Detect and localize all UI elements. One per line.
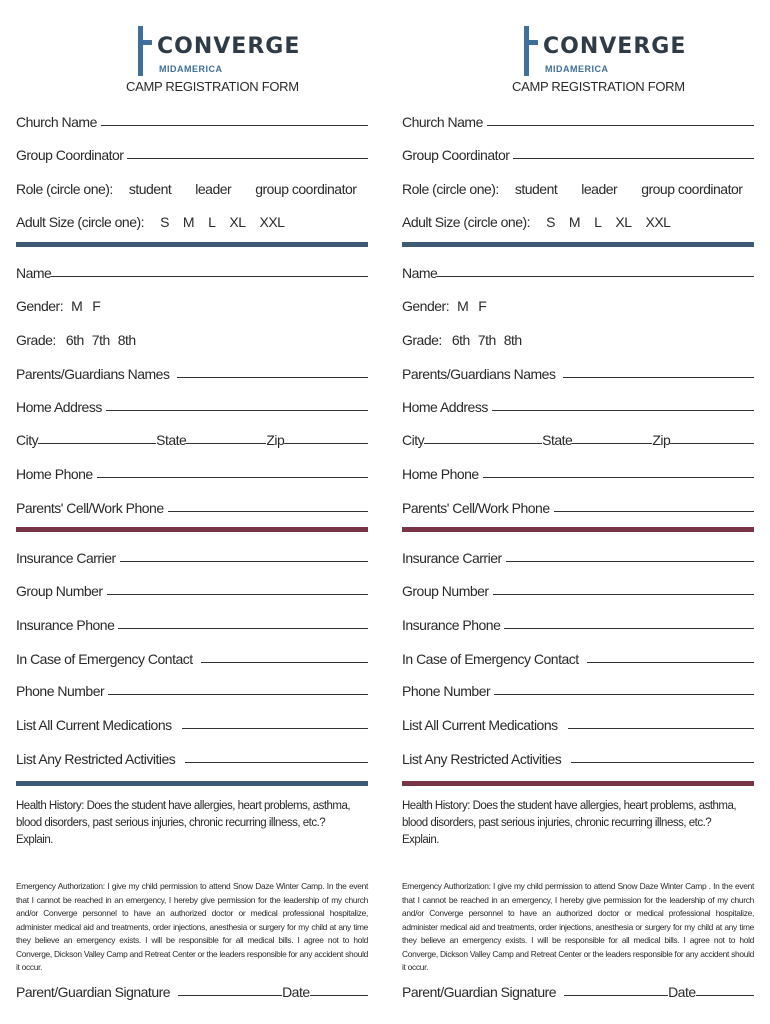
field-label: Home Phone xyxy=(16,466,93,482)
field-label: Church Name xyxy=(16,114,97,130)
field-label: Group Number xyxy=(402,583,489,599)
fill-line[interactable] xyxy=(177,377,368,378)
size-option-s[interactable]: S xyxy=(546,214,555,230)
date-line[interactable] xyxy=(310,995,368,996)
field-label: Group Number xyxy=(16,583,103,599)
medications-field[interactable] xyxy=(402,713,754,733)
home-phone-field[interactable] xyxy=(402,462,754,482)
field-label: Parents' Cell/Work Phone xyxy=(16,500,164,516)
date-label: Date xyxy=(668,984,696,1000)
emergency-contact-field[interactable] xyxy=(402,647,754,667)
date-line[interactable] xyxy=(696,995,754,996)
medications-field[interactable] xyxy=(16,713,368,733)
field-label: Gender: xyxy=(402,298,450,314)
zip-label: Zip xyxy=(652,432,671,448)
size-option-m[interactable]: M xyxy=(568,214,581,230)
fill-line[interactable] xyxy=(201,662,368,663)
field-label: Parents/Guardians Names xyxy=(402,366,556,382)
insurance-phone-field[interactable] xyxy=(402,613,754,633)
field-label: Group Coordinator xyxy=(16,147,124,163)
grade-option-6th[interactable]: 6th xyxy=(451,332,470,348)
home-address-field[interactable] xyxy=(402,395,754,415)
signature-field xyxy=(402,980,754,1000)
field-label: Group Coordinator xyxy=(402,147,510,163)
fill-line[interactable] xyxy=(587,662,754,663)
field-label: In Case of Emergency Contact xyxy=(402,651,579,667)
form-copy-left xyxy=(16,0,368,1024)
parents-names-field[interactable] xyxy=(16,362,368,382)
fill-line[interactable] xyxy=(506,561,754,562)
church-name-field[interactable] xyxy=(16,110,368,130)
field-label: Parents/Guardians Names xyxy=(16,366,170,382)
fill-line[interactable] xyxy=(107,594,368,595)
gender-field xyxy=(16,294,368,314)
field-label: Phone Number xyxy=(402,683,491,699)
section-divider xyxy=(402,242,754,247)
state-line[interactable] xyxy=(572,443,652,444)
zip-label: Zip xyxy=(266,432,285,448)
size-option-xxl[interactable]: XXL xyxy=(645,214,671,230)
fill-line[interactable] xyxy=(185,762,368,763)
role-field xyxy=(16,177,368,197)
fill-line[interactable] xyxy=(492,410,754,411)
city-state-zip-field xyxy=(402,428,754,448)
phone-number-field[interactable] xyxy=(402,679,754,699)
city-line[interactable] xyxy=(38,443,156,444)
emergency-authorization: Emergency Authorization: I give my child permission to attend Snow Daze Winter Camp . In the event that I cannot be reached in an emergency, I hereby give permission for the leadership of my church and/or Converge personnel to have an authorized doctor or medical professional hospitalize, administer medical aid and treatments, order injections, anesthesia or surgery for my child at any time they believe an emergency exists. I will be responsible for all medical bills. I agree not to hold Converge, Dickson Valley Camp and Retreat Center or the leaders responsible for any accident should it occur. xyxy=(402,881,754,972)
state-label: State xyxy=(156,432,187,448)
fill-line[interactable] xyxy=(483,477,754,478)
field-label: Role (circle one): xyxy=(16,181,113,197)
field-label: Adult Size (circle one): xyxy=(402,214,531,230)
brand-name: CONVERGE xyxy=(543,34,687,59)
state-line[interactable] xyxy=(186,443,266,444)
field-label: Adult Size (circle one): xyxy=(16,214,145,230)
grade-option-6th[interactable]: 6th xyxy=(65,332,84,348)
field-label: List All Current Medications xyxy=(402,717,558,733)
field-label: Home Address xyxy=(402,399,488,415)
section-divider xyxy=(402,527,754,532)
field-label: List Any Restricted Activities xyxy=(402,751,562,767)
section-divider xyxy=(16,242,368,247)
insurance-carrier-field[interactable] xyxy=(402,546,754,566)
health-history-question xyxy=(402,798,754,849)
brand-sub: MIDAMERICA xyxy=(545,64,609,74)
gender-field xyxy=(402,294,754,314)
date-label: Date xyxy=(282,984,310,1000)
zip-line[interactable] xyxy=(284,443,368,444)
grade-option-8th[interactable]: 8th xyxy=(503,332,522,348)
size-option-xxl[interactable]: XXL xyxy=(259,214,285,230)
signature-label: Parent/Guardian Signature xyxy=(16,984,171,1000)
state-label: State xyxy=(542,432,573,448)
fill-line[interactable] xyxy=(571,762,754,763)
size-option-s[interactable]: S xyxy=(160,214,169,230)
cross-mark-vertical xyxy=(524,26,529,76)
size-option-m[interactable]: M xyxy=(182,214,195,230)
signature-field xyxy=(16,980,368,1000)
fill-line[interactable] xyxy=(182,728,368,729)
field-label: Home Address xyxy=(16,399,102,415)
fill-line[interactable] xyxy=(513,158,754,159)
group-number-field[interactable] xyxy=(402,579,754,599)
field-label: Name xyxy=(402,265,438,281)
field-label: List Any Restricted Activities xyxy=(16,751,176,767)
home-address-field[interactable] xyxy=(16,395,368,415)
name-field[interactable] xyxy=(402,261,754,281)
field-label: Parents' Cell/Work Phone xyxy=(402,500,550,516)
insurance-phone-field[interactable] xyxy=(16,613,368,633)
size-option-xl[interactable]: XL xyxy=(229,214,246,230)
field-label: Insurance Carrier xyxy=(16,550,116,566)
church-name-field[interactable] xyxy=(402,110,754,130)
fill-line[interactable] xyxy=(563,377,754,378)
size-option-l[interactable]: L xyxy=(208,214,216,230)
insurance-carrier-field[interactable] xyxy=(16,546,368,566)
fill-line[interactable] xyxy=(568,728,754,729)
restricted-activities-field[interactable] xyxy=(402,747,754,767)
size-option-xl[interactable]: XL xyxy=(615,214,632,230)
emergency-authorization: Emergency Authorization: I give my child permission to attend Snow Daze Winter Camp. In the event that I cannot be reached in an emergency, I hereby give permission for the leadership of my church and/or Converge personnel to have an authorized doctor or medical professional hospitalize, administer medical aid and treatments, order injections, anesthesia or surgery for my child at any time they believe an emergency exists. I will be responsible for all medical bills. I agree not to hold Converge, Dickson Valley Camp and Retreat Center or the leaders responsible for any accident should it occur. xyxy=(16,881,368,972)
fill-line[interactable] xyxy=(108,694,368,695)
field-label: Insurance Phone xyxy=(402,617,501,633)
group-coordinator-field[interactable] xyxy=(16,143,368,163)
parents-names-field[interactable] xyxy=(402,362,754,382)
field-label: Insurance Phone xyxy=(16,617,115,633)
role-option-student[interactable]: student xyxy=(128,181,172,197)
fill-line[interactable] xyxy=(168,511,368,512)
field-label: Role (circle one): xyxy=(402,181,499,197)
phone-number-field[interactable] xyxy=(16,679,368,699)
fill-line[interactable] xyxy=(487,125,754,126)
cross-mark-vertical xyxy=(138,26,143,76)
field-label: Insurance Carrier xyxy=(402,550,502,566)
fill-line[interactable] xyxy=(494,694,754,695)
field-label: Name xyxy=(16,265,52,281)
brand-sub: MIDAMERICA xyxy=(159,64,223,74)
adult-size-field xyxy=(402,210,754,230)
city-state-zip-field xyxy=(16,428,368,448)
field-label: Grade: xyxy=(402,332,442,348)
role-option-group-coordinator[interactable]: group coordinator xyxy=(641,181,743,197)
grade-option-7th[interactable]: 7th xyxy=(91,332,110,348)
parents-phone-field[interactable] xyxy=(16,496,368,516)
brand-name: CONVERGE xyxy=(157,34,301,59)
form-copy-right xyxy=(402,0,754,1024)
grade-field xyxy=(16,328,368,348)
emergency-contact-field[interactable] xyxy=(16,647,368,667)
health-history-text: Health History: Does the student have allergies, heart problems, asthma, blood disorders, past serious injuries, chronic recurring illness, etc.? xyxy=(16,800,351,829)
gender-option-f[interactable]: F xyxy=(478,298,487,314)
converge-logo xyxy=(130,26,301,81)
fill-line[interactable] xyxy=(437,276,754,277)
restricted-activities-field[interactable] xyxy=(16,747,368,767)
city-label: City xyxy=(16,432,39,448)
cross-mark-arm xyxy=(524,40,538,45)
grade-field xyxy=(402,328,754,348)
fill-line[interactable] xyxy=(493,594,754,595)
fill-line[interactable] xyxy=(101,125,368,126)
home-phone-field[interactable] xyxy=(16,462,368,482)
fill-line[interactable] xyxy=(504,628,754,629)
role-option-leader[interactable]: leader xyxy=(195,181,232,197)
name-field[interactable] xyxy=(16,261,368,281)
explain-label: Explain. xyxy=(16,834,53,846)
role-field xyxy=(402,177,754,197)
fill-line[interactable] xyxy=(127,158,368,159)
signature-line[interactable] xyxy=(178,995,282,996)
field-label: In Case of Emergency Contact xyxy=(16,651,193,667)
group-number-field[interactable] xyxy=(16,579,368,599)
form-title: CAMP REGISTRATION FORM xyxy=(512,79,685,94)
gender-option-m[interactable]: M xyxy=(457,298,469,314)
fill-line[interactable] xyxy=(120,561,368,562)
size-option-l[interactable]: L xyxy=(594,214,602,230)
adult-size-field xyxy=(16,210,368,230)
form-title: CAMP REGISTRATION FORM xyxy=(126,79,299,94)
fill-line[interactable] xyxy=(97,477,368,478)
gender-option-f[interactable]: F xyxy=(92,298,101,314)
field-label: List All Current Medications xyxy=(16,717,172,733)
grade-option-7th[interactable]: 7th xyxy=(477,332,496,348)
signature-line[interactable] xyxy=(564,995,668,996)
city-label: City xyxy=(402,432,425,448)
role-option-student[interactable]: student xyxy=(514,181,558,197)
field-label: Phone Number xyxy=(16,683,105,699)
role-option-leader[interactable]: leader xyxy=(581,181,618,197)
signature-label: Parent/Guardian Signature xyxy=(402,984,557,1000)
city-line[interactable] xyxy=(424,443,542,444)
grade-option-8th[interactable]: 8th xyxy=(117,332,136,348)
zip-line[interactable] xyxy=(670,443,754,444)
health-history-question xyxy=(16,798,368,849)
health-history-text: Health History: Does the student have allergies, heart problems, asthma, blood disorders, past serious injuries, chronic recurring illness, etc.? xyxy=(402,800,737,829)
field-label: Church Name xyxy=(402,114,483,130)
role-option-group-coordinator[interactable]: group coordinator xyxy=(255,181,357,197)
section-divider xyxy=(16,781,368,786)
explain-label: Explain. xyxy=(402,834,439,846)
cross-mark-arm xyxy=(138,40,152,45)
gender-option-m[interactable]: M xyxy=(71,298,83,314)
fill-line[interactable] xyxy=(51,276,368,277)
fill-line[interactable] xyxy=(106,410,368,411)
parents-phone-field[interactable] xyxy=(402,496,754,516)
converge-logo xyxy=(516,26,687,81)
field-label: Grade: xyxy=(16,332,56,348)
section-divider xyxy=(402,781,754,786)
group-coordinator-field[interactable] xyxy=(402,143,754,163)
field-label: Home Phone xyxy=(402,466,479,482)
section-divider xyxy=(16,527,368,532)
fill-line[interactable] xyxy=(554,511,754,512)
field-label: Gender: xyxy=(16,298,64,314)
fill-line[interactable] xyxy=(118,628,368,629)
